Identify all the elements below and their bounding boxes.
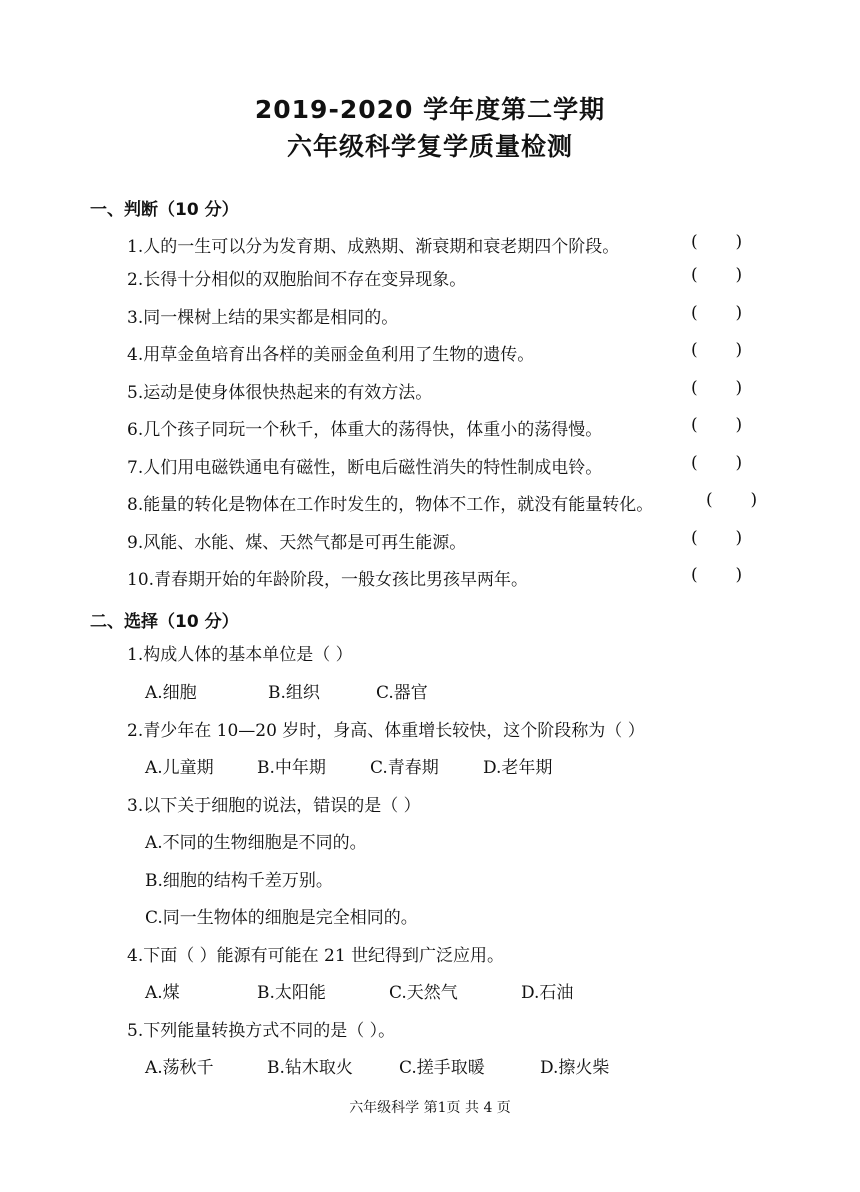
answer-blank-10: ( ) xyxy=(691,565,743,585)
judge-item-6: 6.几个孩子同玩一个秋千，体重大的荡得快，体重小的荡得慢。 xyxy=(127,420,603,440)
choice-q3-stem: 3.以下关于细胞的说法，错误的是（ ） xyxy=(127,796,421,816)
choice-q5-option-a: A.荡秋千 xyxy=(145,1058,214,1078)
choice-q1-option-c: C.器官 xyxy=(376,683,428,703)
judge-item-7: 7.人们用电磁铁通电有磁性，断电后磁性消失的特性制成电铃。 xyxy=(127,458,603,478)
choice-q5-option-c: C.搓手取暖 xyxy=(399,1058,485,1078)
answer-blank-3: ( ) xyxy=(691,303,743,323)
choice-q4-option-b: B.太阳能 xyxy=(257,983,326,1003)
choice-q2-option-c: C.青春期 xyxy=(370,758,439,778)
choice-q2-option-d: D.老年期 xyxy=(483,758,553,778)
choice-q1-option-a: A.细胞 xyxy=(145,683,197,703)
section1-heading: 一、判断（10 分） xyxy=(90,200,239,220)
section2-heading: 二、选择（10 分） xyxy=(90,612,239,632)
answer-blank-1: ( ) xyxy=(691,232,743,252)
choice-q1-stem: 1.构成人体的基本单位是（ ） xyxy=(127,645,353,665)
choice-q1-option-b: B.组织 xyxy=(268,683,320,703)
judge-item-9: 9.风能、水能、煤、天然气都是可再生能源。 xyxy=(127,533,467,553)
choice-q3-option-a: A.不同的生物细胞是不同的。 xyxy=(145,833,367,853)
answer-blank-8: ( ) xyxy=(706,490,758,510)
choice-q2-stem: 2.青少年在 10—20 岁时，身高、体重增长较快，这个阶段称为（ ） xyxy=(127,721,645,741)
choice-q5-stem: 5.下列能量转换方式不同的是（ ）。 xyxy=(127,1021,396,1041)
answer-blank-4: ( ) xyxy=(691,340,743,360)
judge-item-1: 1.人的一生可以分为发育期、成熟期、渐衰期和衰老期四个阶段。 xyxy=(127,237,620,257)
exam-title-line2: 六年级科学复学质量检测 xyxy=(286,132,573,161)
choice-q3-option-c: C.同一生物体的细胞是完全相同的。 xyxy=(145,908,418,928)
choice-q5-option-b: B.钻木取火 xyxy=(267,1058,353,1078)
choice-q4-option-c: C.天然气 xyxy=(389,983,458,1003)
answer-blank-6: ( ) xyxy=(691,415,743,435)
judge-item-4: 4.用草金鱼培育出各样的美丽金鱼利用了生物的遗传。 xyxy=(127,345,535,365)
answer-blank-7: ( ) xyxy=(691,453,743,473)
choice-q4-option-d: D.石油 xyxy=(521,983,574,1003)
page-footer: 六年级科学 第1页 共 4 页 xyxy=(349,1100,511,1116)
choice-q4-option-a: A.煤 xyxy=(145,983,180,1003)
judge-item-3: 3.同一棵树上结的果实都是相同的。 xyxy=(127,308,399,328)
answer-blank-2: ( ) xyxy=(691,265,743,285)
choice-q2-option-b: B.中年期 xyxy=(257,758,326,778)
choice-q2-option-a: A.儿童期 xyxy=(145,758,214,778)
judge-item-5: 5.运动是使身体很快热起来的有效方法。 xyxy=(127,383,433,403)
choice-q3-option-b: B.细胞的结构千差万别。 xyxy=(145,871,333,891)
judge-item-2: 2.长得十分相似的双胞胎间不存在变异现象。 xyxy=(127,270,467,290)
judge-item-10: 10.青春期开始的年龄阶段，一般女孩比男孩早两年。 xyxy=(127,570,529,590)
answer-blank-5: ( ) xyxy=(691,378,743,398)
exam-title-line1: 2019-2020 学年度第二学期 xyxy=(254,95,606,124)
judge-item-8: 8.能量的转化是物体在工作时发生的，物体不工作，就没有能量转化。 xyxy=(127,495,654,515)
answer-blank-9: ( ) xyxy=(691,528,743,548)
choice-q4-stem: 4.下面（ ）能源有可能在 21 世纪得到广泛应用。 xyxy=(127,946,505,966)
choice-q5-option-d: D.擦火柴 xyxy=(540,1058,610,1078)
